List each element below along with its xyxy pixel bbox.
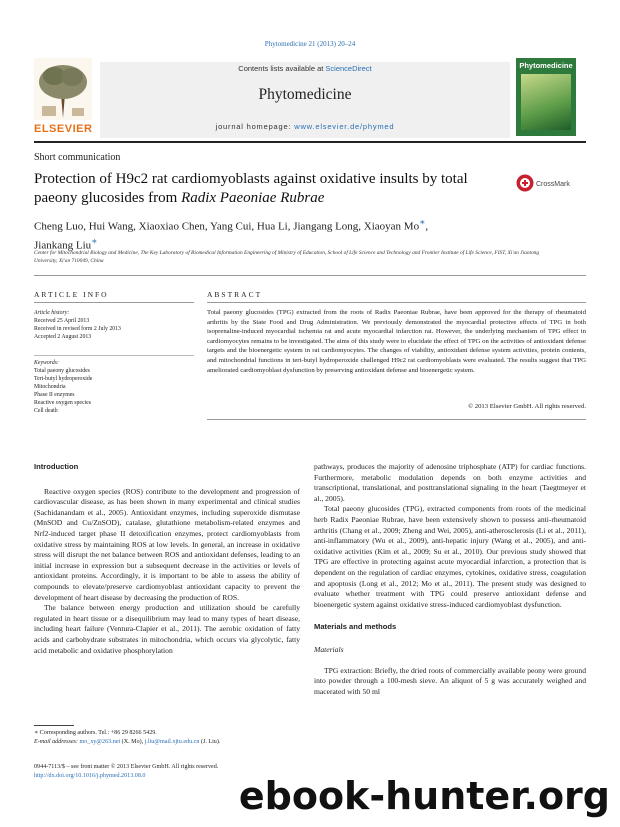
doi-link[interactable]: http://dx.doi.org/10.1016/j.phymed.2013.08.0 (34, 773, 146, 779)
crossmark-badge[interactable] (516, 173, 586, 193)
contents-line (100, 64, 510, 73)
keyword-item: Total paeony glucosides (34, 368, 90, 374)
methods-paragraph-1: TPG extraction: Briefly, the dried roots of commercially available peony were ground into powder through a 100-mesh sieve. An aliquot of 5 g was accurately weighed and macerated with 50 ml (314, 665, 586, 696)
history-item: Received 25 April 2013 (34, 318, 90, 324)
article-info-heading: ARTICLE INFO (34, 290, 109, 299)
homepage-line (100, 122, 510, 131)
tree-icon (34, 58, 92, 120)
cover-picture (521, 74, 571, 130)
intro-paragraph-4: Total paeony glucosides (TPG), extracted components from roots of the medicinal herb Radix Paeoniae Rubrae, have been extensively shown to possess anti-rheumatoid arthritis (Chang et al., 2009; Zheng and Wei, 2005), anti-atherosclerosis (Li et al., 2011), anti-inflammatory (Wu et al., 2009), anti-hepatic injury (Wang et al., 2005), and anti-oxidative activities (Kim et al., 2009; Su et al., 2010). Our previous study showed that TPG are effective in protecting against acute myocardial infarction, a protection that is dependent on the regulation of cardiac enzymes, cytokines, oxidative stress, coagulation and apoptosis (Long et al., 2012; Mo et al., 2011). The present study was designed to evaluate whether treatment with TPG could preserve antioxidant defense and bioenergetic system against oxidative stress-induced cardiomyoblast dysfunction. (314, 504, 586, 609)
keywords-label: Keywords: (34, 360, 59, 366)
corresponding-mark-2[interactable]: ∗ (91, 236, 98, 247)
intro-paragraph-2: The balance between energy production and utilization should be carefully regulated in heart tissue or a disequilibrium may lead to many types of heart disease, including heart failure (Ventura-Clapier et al., 2011). The aerobic oxidation of fatty acids and carbohydrate substrates in mitochondria, which occurs via glycolytic, fatty acid metabolic and oxidative phosphorylation (34, 603, 300, 655)
authors-line2: Jiankang Liu (34, 239, 92, 252)
author-list: Cheng Luo, Hui Wang, Xiaoxiao Chen, Yang Cui, Hua Li, Jiangang Long, Xiaoyan Mo∗, Jiankang Liu∗ (34, 217, 429, 252)
keyword-item: Cell death (34, 408, 58, 414)
email-owner: (X. Mo), (121, 739, 144, 745)
emails-label: E-mail addresses: (34, 739, 78, 745)
publisher-logo-text: ELSEVIER (34, 123, 93, 135)
keyword-item: Reactive oxygen species (34, 400, 91, 406)
abstract-copyright: © 2013 Elsevier GmbH. All rights reserved. (467, 403, 586, 410)
introduction-heading: Introduction (34, 462, 79, 471)
homepage-link[interactable]: www.elsevier.de/phymed (294, 122, 395, 131)
materials-subheading: Materials (314, 644, 344, 654)
homepage-prefix: journal homepage: (215, 122, 295, 131)
corresponding-mark-1[interactable]: ∗ (419, 217, 426, 227)
journal-citation[interactable]: Phytomedicine 21 (2013) 20–24 (264, 40, 356, 48)
article-type: Short communication (34, 152, 121, 163)
contents-prefix: Contents lists available at (238, 64, 326, 73)
corresponding-footnote (34, 729, 300, 747)
crossmark-icon (516, 173, 586, 193)
keywords-rule (34, 355, 194, 356)
article-title (34, 170, 504, 207)
watermark: ebook-hunter.org (238, 774, 610, 818)
email-owner: (J. Liu). (200, 739, 221, 745)
header-divider (34, 141, 586, 143)
email-link-mo[interactable]: mo_xy@263.net (79, 739, 121, 745)
keyword-item: Phase II enzymes (34, 392, 75, 398)
body-column-left (34, 462, 300, 707)
journal-name: Phytomedicine (258, 86, 352, 103)
keyword-item: Tert-butyl hydroperoxide (34, 376, 93, 382)
abstract-end-rule (207, 419, 586, 420)
footnote-line: ∗ Corresponding authors. Tel.: +86 29 8266 5429. (34, 730, 157, 736)
journal-cover-image (516, 58, 576, 136)
issn-line: 0944-7113/$ – see front matter © 2013 Elsevier GmbH. All rights reserved. (34, 764, 219, 770)
body-column-right (314, 462, 586, 758)
authors-line1: Cheng Luo, Hui Wang, Xiaoxiao Chen, Yang Cui, Hua Li, Jiangang Long, Xiaoyan Mo (34, 220, 420, 233)
history-item: Accepted 2 August 2013 (34, 334, 92, 340)
intro-paragraph-3: pathways, produces the majority of adenosine triphosphate (ATP) for cardiac functions. Furthermore, metabolic modulation depends on both enzyme activities and transcriptional, translational, and posttranslational signaling in the heart (Taegtmeyer et al., 2005). (314, 462, 586, 503)
article-info-rule (34, 302, 194, 303)
history-item: Received in revised form 2 July 2013 (34, 326, 121, 332)
email-link-liu[interactable]: j.liu@mail.xjtu.edu.cn (144, 739, 200, 745)
intro-paragraph-1: Reactive oxygen species (ROS) contribute to the development and progression of cardiovascular disease, as has been shown in many experimental and clinical studies (Sachidanandam et al., 2005). Antioxidant enzymes, including superoxide dismutase (MnSOD and Cu/ZnSOD), catalase, glutathione metabolism-related enzymes and Nrf2-induced target phase II detoxification enzymes, protect cardiomyoblasts from oxidative stress by maintaining ROS at low levels. In general, an increase in oxidative stress will disrupt the net balance between ROS and antioxidant defenses, leading to an initial increase in expression but a subsequent decrease in the activities or levels of antioxidant proteins. Accordingly, it is important to be able to assess the ability of compounds to elevate/preserve cardiomyoblast antioxidant capacity to prevent the development of heart disease by decreasing the production of ROS. (34, 486, 300, 602)
info-divider (34, 275, 586, 276)
affiliation: Center for Mitochondrial Biology and Medicine, The Key Laboratory of Biomedical Information Engineering of Ministry of Education, School of Life Science and Technology and Frontier Institute of Life Science, FIST, Xi'an Jiaotong University, Xi'an 710049, China (34, 250, 540, 264)
footnote-rule (34, 725, 74, 726)
abstract-heading: ABSTRACT (207, 290, 263, 299)
keyword-item: Mitochondria (34, 384, 66, 390)
keyword-list (34, 359, 194, 415)
title-main: Protection of H9c2 rat cardiomyoblasts against oxidative insults by total paeony glucosides from (34, 171, 468, 206)
article-history (34, 309, 194, 341)
abstract-rule (207, 302, 586, 303)
sciencedirect-link[interactable]: ScienceDirect (325, 64, 372, 73)
title-italic: Radix Paeoniae Rubrae (181, 189, 325, 206)
methods-heading: Materials and methods (314, 622, 397, 632)
history-label: Article history: (34, 310, 70, 316)
cover-title: Phytomedicine (519, 61, 573, 70)
crossmark-label: CrossMark (536, 181, 570, 188)
abstract-text: Total paeony glucosides (TPG) extracted from the roots of Radix Paeoniae Rubrae, have been approved for the therapy of rheumatoid arthritis by the State Food and Drug Administration. We previously demonstrated the myocardial protective effects of TPG in both isoprenaline-induced myocardial ischemia rat and acute myocardial infarction rat. However, the underlying mechanism of TPG effect in cardiomyocytes remains to be investigated. The aims of this study were to elucidate the effect of TPG on the activities of antioxidant defense targets and the bioenergetic system in rat cardiomyocytes. The changes of viability, antioxidant defense system activities, protein contents, and mitochondrial functions in tert-butyl hydroperoxide challenged H9c2 rat cardiomyoblasts were evaluated. The results suggest that TPG ameliorated cardiomyoblast dysfunction by preserving antioxidant defense and bioenergetic system. (207, 309, 586, 374)
